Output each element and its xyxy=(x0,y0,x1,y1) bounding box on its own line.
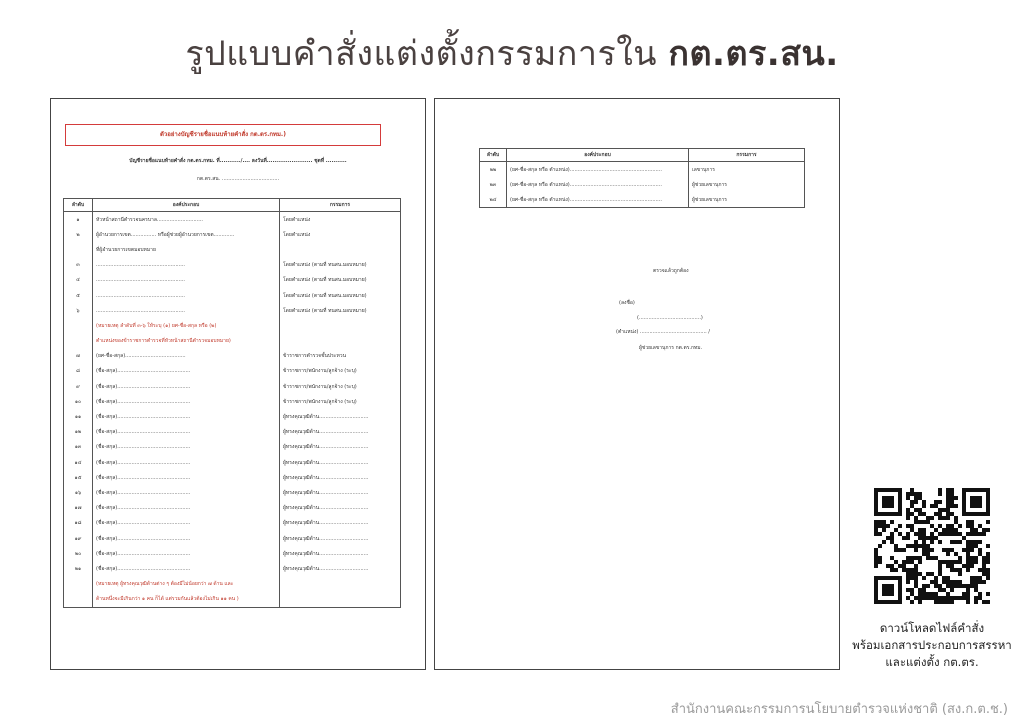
table-row xyxy=(64,425,401,440)
table-row xyxy=(64,592,401,608)
row-number: ๑๔ xyxy=(64,455,93,470)
row-number: ๖ xyxy=(64,303,93,318)
table-row xyxy=(480,192,805,208)
table-row xyxy=(64,501,401,516)
row-number: ๘ xyxy=(64,364,93,379)
row-number: ๒ xyxy=(64,227,93,242)
row-composition: (หมายเหตุ ลำดับที่ ๓-๖ ให้ระบุ (๑) ยศ-ชื่อ-สกุล หรือ (๒) xyxy=(93,318,280,333)
row-role: ข้าราชการ/พนักงาน/ลูกจ้าง (ระบุ) xyxy=(280,379,401,394)
row-composition: ........................................................ xyxy=(93,288,280,303)
page1-heading: บัญชีรายชื่อแนบท้ายคำสั่ง กต.ตร.กทม. ที่.........../.... ลงวันที่........................ ชุดที่ ........... xyxy=(129,158,347,164)
row-composition: ........................................................ xyxy=(93,258,280,273)
row-number: ๙ xyxy=(64,379,93,394)
row-composition: ผู้อำนวยการเขต................ หรือผู้ช่วยผู้อำนวยการเขต............. xyxy=(93,227,280,242)
table-row xyxy=(64,546,401,561)
row-composition: ........................................................ xyxy=(93,303,280,318)
row-composition: หัวหน้าสถานีตำรวจนครบาล............................. xyxy=(93,212,280,228)
committee-table-1 xyxy=(63,198,401,608)
qr-code-icon[interactable] xyxy=(874,488,990,604)
row-role: ผู้ช่วยเลขานุการ xyxy=(689,177,805,192)
row-number xyxy=(64,242,93,257)
row-number: ๑๙ xyxy=(64,531,93,546)
row-role: โดยตำแหน่ง (ตามที่ ทนสน.มอบหมาย) xyxy=(280,258,401,273)
row-role: ข้าราชการ/พนักงาน/ลูกจ้าง (ระบุ) xyxy=(280,394,401,409)
table-row xyxy=(64,531,401,546)
row-number: ๑ xyxy=(64,212,93,228)
footer-agency: สำนักงานคณะกรรมการนโยบายตำรวจแห่งชาติ (สง.ก.ต.ช.) xyxy=(670,702,1008,717)
row-role: เลขานุการ xyxy=(689,162,805,178)
row-composition: (ยศ-ชื่อ-สกุล หรือ ตำแหน่ง).......................................................... xyxy=(507,162,689,178)
table-row xyxy=(64,485,401,500)
table-row xyxy=(64,379,401,394)
committee-table-2 xyxy=(479,148,805,208)
row-composition: (ชื่อ-สกุล).............................................. xyxy=(93,546,280,561)
table-row xyxy=(64,258,401,273)
row-composition: (ชื่อ-สกุล).............................................. xyxy=(93,501,280,516)
table-row xyxy=(64,577,401,592)
row-role: ข้าราชการตำรวจชั้นประทวน xyxy=(280,349,401,364)
col-header-no: ลำดับ xyxy=(480,149,507,162)
row-number xyxy=(64,577,93,592)
row-number: ๑๑ xyxy=(64,409,93,424)
row-role: ผู้ทรงคุณวุฒิด้าน............................... xyxy=(280,455,401,470)
table-row xyxy=(64,242,401,257)
table-row xyxy=(480,162,805,178)
row-composition: (ชื่อ-สกุล).............................................. xyxy=(93,425,280,440)
page-title xyxy=(0,26,1024,80)
table-row xyxy=(64,516,401,531)
row-composition: (ชื่อ-สกุล).............................................. xyxy=(93,531,280,546)
row-composition: (ชื่อ-สกุล).............................................. xyxy=(93,516,280,531)
row-role xyxy=(280,334,401,349)
row-composition: ตำแหน่งของข้าราชการตำรวจที่หัวหน้าสถานีตำรวจมอบหมาย) xyxy=(93,334,280,349)
position-line: (ตำแหน่ง) .......................................... / xyxy=(616,329,710,335)
col-header-role: กรรมการ xyxy=(280,199,401,212)
row-number: ๑๗ xyxy=(64,501,93,516)
assistant-secretary-text: ผู้ช่วยเลขานุการ กต.ตร.กทม. xyxy=(639,345,703,351)
row-composition: (ยศ-ชื่อ-สกุล)...................................... xyxy=(93,349,280,364)
row-role: ผู้ทรงคุณวุฒิด้าน............................... xyxy=(280,561,401,576)
row-composition: (ชื่อ-สกุล).............................................. xyxy=(93,409,280,424)
row-composition: (ชื่อ-สกุล).............................................. xyxy=(93,394,280,409)
col-header-no: ลำดับ xyxy=(64,199,93,212)
table-1-body xyxy=(64,212,401,608)
certify-text: ตรวจแล้วถูกต้อง xyxy=(653,268,689,274)
row-role: ผู้ช่วยเลขานุการ xyxy=(689,192,805,208)
document-page-1 xyxy=(50,98,426,670)
row-role: ผู้ทรงคุณวุฒิด้าน............................... xyxy=(280,516,401,531)
col-header-composition: องค์ประกอบ xyxy=(93,199,280,212)
table-row xyxy=(64,561,401,576)
sample-label-box: ตัวอย่างบัญชีรายชื่อแนบท้ายคำสั่ง กต.ตร.กทม.) xyxy=(65,124,381,146)
col-header-composition: องค์ประกอบ xyxy=(507,149,689,162)
row-number: ๒๓ xyxy=(480,177,507,192)
row-number: ๒๔ xyxy=(480,192,507,208)
row-number: ๔ xyxy=(64,273,93,288)
row-number: ๑๐ xyxy=(64,394,93,409)
row-composition: (ชื่อ-สกุล).............................................. xyxy=(93,561,280,576)
row-composition: (ชื่อ-สกุล).............................................. xyxy=(93,379,280,394)
page1-subheading: กต.ตร.สน. .................................... xyxy=(196,176,280,182)
row-number xyxy=(64,592,93,608)
row-role: ผู้ทรงคุณวุฒิด้าน............................... xyxy=(280,470,401,485)
row-number: ๓ xyxy=(64,258,93,273)
row-number: ๕ xyxy=(64,288,93,303)
table-row xyxy=(64,273,401,288)
table-row xyxy=(64,303,401,318)
row-number: ๗ xyxy=(64,349,93,364)
table-row xyxy=(64,364,401,379)
row-role: ผู้ทรงคุณวุฒิด้าน............................... xyxy=(280,531,401,546)
row-composition: (ชื่อ-สกุล).............................................. xyxy=(93,455,280,470)
table-row xyxy=(64,349,401,364)
download-line-3: และแต่งตั้ง กต.ตร. xyxy=(885,655,979,669)
row-number: ๒๒ xyxy=(480,162,507,178)
row-role xyxy=(280,577,401,592)
download-line-2: พร้อมเอกสารประกอบการสรรหา xyxy=(852,638,1012,652)
row-role: โดยตำแหน่ง (ตามที่ ทนสน.มอบหมาย) xyxy=(280,288,401,303)
row-composition: (ชื่อ-สกุล).............................................. xyxy=(93,364,280,379)
table-row xyxy=(64,318,401,333)
row-role: ข้าราชการ/พนักงาน/ลูกจ้าง (ระบุ) xyxy=(280,364,401,379)
row-number: ๑๓ xyxy=(64,440,93,455)
table-row xyxy=(64,334,401,349)
table-row xyxy=(64,440,401,455)
download-line-1: ดาวน์โหลดไฟล์คำสั่ง xyxy=(879,621,985,635)
table-2-body xyxy=(480,162,805,208)
row-composition: ด้านหนึ่งจะมีเกินกว่า ๑ คน ก็ได้ แต่รวมกันแล้วต้องไม่เกิน ๑๑ คน ) xyxy=(93,592,280,608)
row-role: ผู้ทรงคุณวุฒิด้าน............................... xyxy=(280,425,401,440)
row-role xyxy=(280,318,401,333)
row-role: ผู้ทรงคุณวุฒิด้าน............................... xyxy=(280,485,401,500)
table-row xyxy=(480,177,805,192)
sign-label: (ลงชื่อ) xyxy=(619,300,635,306)
row-composition: (ชื่อ-สกุล).............................................. xyxy=(93,485,280,500)
row-composition: (หมายเหตุ ผู้ทรงคุณวุฒิด้านต่าง ๆ ต้องมีไม่น้อยกว่า ๗ ด้าน และ xyxy=(93,577,280,592)
row-number: ๑๒ xyxy=(64,425,93,440)
table-row xyxy=(64,409,401,424)
row-role: ผู้ทรงคุณวุฒิด้าน............................... xyxy=(280,409,401,424)
table-row xyxy=(64,394,401,409)
signature-name-line: (.......................................) xyxy=(637,315,703,321)
col-header-role: กรรมการ xyxy=(689,149,805,162)
row-composition: (ยศ-ชื่อ-สกุล หรือ ตำแหน่ง).......................................................... xyxy=(507,192,689,208)
row-number: ๑๘ xyxy=(64,516,93,531)
row-role xyxy=(280,242,401,257)
row-role: ผู้ทรงคุณวุฒิด้าน............................... xyxy=(280,546,401,561)
row-role xyxy=(280,592,401,608)
row-number: ๑๖ xyxy=(64,485,93,500)
download-caption xyxy=(842,620,1022,671)
row-role: โดยตำแหน่ง xyxy=(280,212,401,228)
row-number xyxy=(64,334,93,349)
row-composition: (ชื่อ-สกุล).............................................. xyxy=(93,440,280,455)
title-bold: กต.ตร.สน. xyxy=(668,34,839,74)
row-composition: (ยศ-ชื่อ-สกุล หรือ ตำแหน่ง).......................................................... xyxy=(507,177,689,192)
row-number: ๑๕ xyxy=(64,470,93,485)
row-role: โดยตำแหน่ง xyxy=(280,227,401,242)
table-row xyxy=(64,212,401,228)
title-text: รูปแบบคำสั่งแต่งตั้งกรรมการใน xyxy=(185,34,669,74)
row-composition: (ชื่อ-สกุล).............................................. xyxy=(93,470,280,485)
table-row xyxy=(64,227,401,242)
row-role: โดยตำแหน่ง (ตามที่ ทนสน.มอบหมาย) xyxy=(280,303,401,318)
row-number: ๒๑ xyxy=(64,561,93,576)
row-role: ผู้ทรงคุณวุฒิด้าน............................... xyxy=(280,440,401,455)
row-role: โดยตำแหน่ง (ตามที่ ทนสน.มอบหมาย) xyxy=(280,273,401,288)
row-number: ๒๐ xyxy=(64,546,93,561)
row-composition: ที่ผู้อำนวยการเขตมอบหมาย xyxy=(93,242,280,257)
row-number xyxy=(64,318,93,333)
row-composition: ........................................................ xyxy=(93,273,280,288)
row-role: ผู้ทรงคุณวุฒิด้าน............................... xyxy=(280,501,401,516)
table-row xyxy=(64,470,401,485)
table-row xyxy=(64,288,401,303)
document-page-2 xyxy=(434,98,840,670)
table-row xyxy=(64,455,401,470)
